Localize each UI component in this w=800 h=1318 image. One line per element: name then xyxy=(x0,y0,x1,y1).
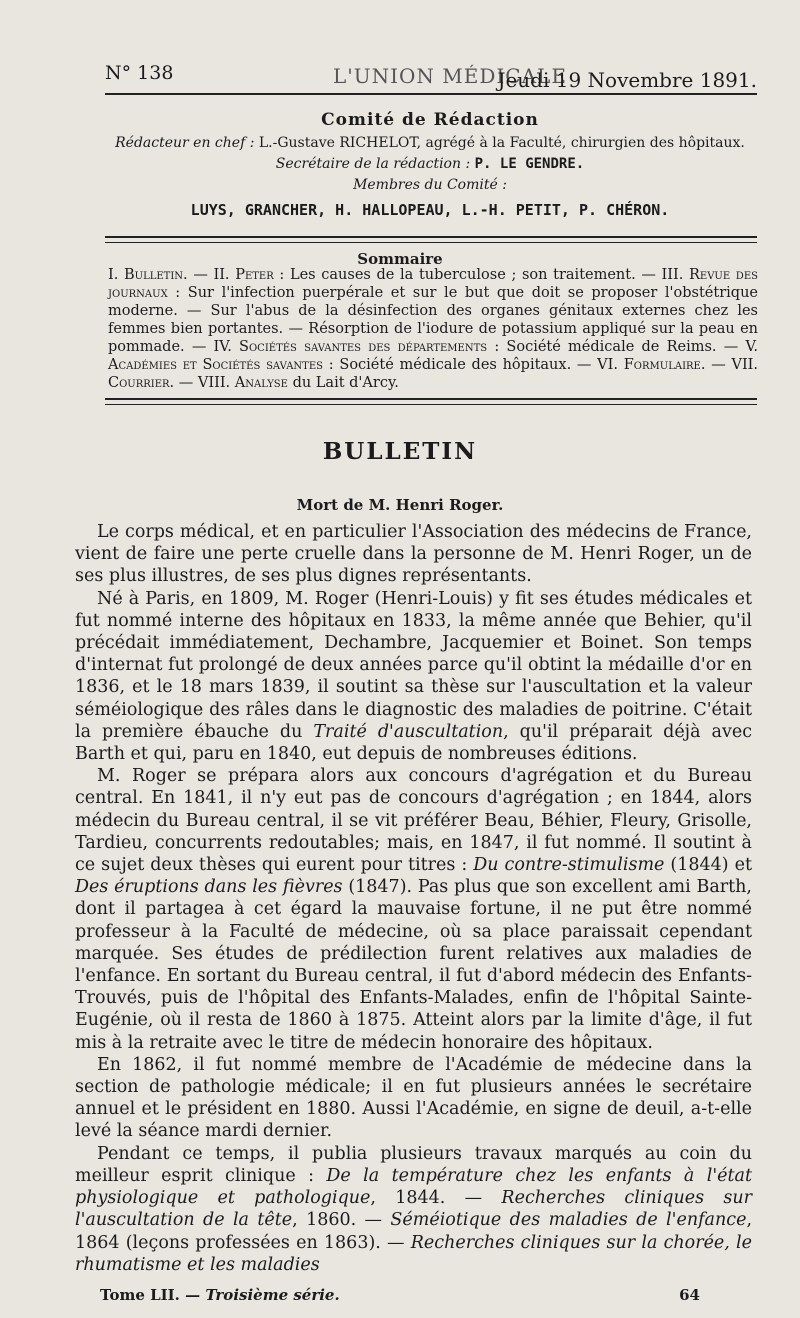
sommaire-part: — II. xyxy=(187,267,236,283)
sommaire-part: du Lait d'Arcy. xyxy=(287,375,399,391)
editor-label: Rédacteur en chef : xyxy=(115,135,255,151)
work-title: Séméiotique des maladies de l'enfance xyxy=(390,1210,747,1231)
volume-info xyxy=(100,1286,340,1304)
text-run: , qu'il préparait déjà avec Barth et qui, paru en 1840, eut depuis de nombreuses éditions. xyxy=(75,721,753,765)
paragraph-4: En 1862, il fut nommé membre de l'Académie de médecine dans la section de pathologie médicale; il en fut plusieurs années le secrétaire annuel et le président en 1880. Aussi l'Académie, en signe de deuil, a-t-elle levé la séance mardi dernier. xyxy=(75,1054,752,1142)
text-run: Né à Paris, en 1809, M. Roger (Henri-Louis) y fit ses études médicales et fut nommé interne des hôpitaux en 1833, la même année que Behier, qu'il précédait immédiatement, Dechambre, Jacquemier et Boinet. Son temps d'internat fut prolongé de deux années parce qu'il obtint la médaille d'or en 1836, et le 18 mars 1839, il soutint sa thèse sur l'auscultation et la valeur séméiologique des râles dans le diagnostic des maladies de poitrine. C'était la première ébauche du xyxy=(75,588,752,742)
secretary-name: P. LE GENDRE. xyxy=(474,156,585,172)
editor-text: L.-Gustave RICHELOT, agrégé à la Faculté, chirurgien des hôpitaux. xyxy=(258,135,745,151)
editor-line xyxy=(100,135,760,151)
committee-members: LUYS, GRANCHER, H. HALLOPEAU, L.-H. PETIT, P. CHÉRON. xyxy=(190,201,670,219)
members-label: Membres du Comité : xyxy=(353,177,507,193)
text-run: M. Roger se prépara alors aux concours d'agrégation et du Bureau central. En 1841, il n'y eut pas de concours d'agrégation ; en 1844, alors médecin du Bureau central, il se vit préférer Beau, Béhier, Fleury, Grisolle, Tardieu, concurrents redoutables; mais, en 1847, il fut nommé. Il soutint à ce sujet deux thèses qui eurent pour titres : xyxy=(75,766,752,876)
sommaire-text xyxy=(108,266,758,392)
series-label: — Troisième série. xyxy=(179,1286,340,1304)
paragraph-1: Le corps médical, et en particulier l'Association des médecins de France, vient de faire une perte cruelle dans la personne de M. Henri Roger, un de ses plus illustres, de ses plus dignes représentants. xyxy=(75,522,752,587)
thesis-title: Du contre-stimulisme xyxy=(473,855,665,876)
sommaire-rule xyxy=(105,398,757,405)
sommaire-section-label: Formulaire. xyxy=(623,357,706,373)
sommaire-part: : Société médicale de Reims. — V. xyxy=(487,339,758,355)
sommaire-part: : Sur l'infection puerpérale et sur le but que doit se proposer l'obstétrique moderne. — Sur l'abus de la désinfection des organes génitaux externes chez les femmes bien portantes. — Résorption de l'iodure de potassium appliqué sur la peau en pommade. — IV. xyxy=(108,285,758,355)
sommaire-section-label: Analyse xyxy=(234,375,288,391)
secretary-label: Secrétaire de la rédaction : xyxy=(275,156,471,172)
text-run: (1847). Pas plus que son excellent ami Barth, dont il partagea à cet égard la mauvaise fortune, il ne put être nommé professeur à la Faculté de médecine, où sa place paraissait cependant marquée. Ses études de prédilection furent relatives aux maladies de l'enfance. En sortant du Bureau central, il fut d'abord médecin des Enfants-Trouvés, puis de l'hôpital des Enfants-Malades, enfin de l'hôpital Sainte-Eugénie, où il resta de 1860 à 1875. Atteint alors par la limite d'âge, il fut mis à la retraite avec le titre de médecin honoraire des hôpitaux. xyxy=(75,877,752,1053)
thesis-title: Des éruptions dans les fièvres xyxy=(75,877,343,898)
committee-rule xyxy=(105,236,757,243)
journal-title: L'UNION MÉDICALE xyxy=(333,64,567,88)
editorial-committee xyxy=(100,110,760,219)
work-title: Recherches cliniques sur l'auscultation de la tête xyxy=(75,1188,752,1231)
sommaire-section-label: Courrier. xyxy=(108,375,175,391)
sommaire-title: Sommaire xyxy=(357,250,443,268)
secretary-line xyxy=(100,156,760,172)
sommaire-section-label: Bulletin. xyxy=(124,267,188,283)
text-run: Pendant ce temps, il publia plusieurs travaux marqués au coin du meilleur esprit clinique : xyxy=(75,1143,752,1186)
sommaire-section-label: Revue des journaux xyxy=(108,267,758,301)
sommaire-part: — VII. xyxy=(705,357,759,373)
text-run: , 1864 (leçons professées en 1863). — xyxy=(75,1210,753,1253)
sommaire-section-label: Sociétés savantes des départements xyxy=(239,339,488,355)
article-body xyxy=(75,521,752,1276)
page-header xyxy=(105,60,757,90)
text-run: (1844) et xyxy=(664,855,752,876)
header-rule xyxy=(105,93,757,95)
paragraph-5 xyxy=(75,1143,752,1276)
sommaire-section-label: Académies et Sociétés savantes xyxy=(108,357,323,373)
page-footer xyxy=(100,1286,700,1310)
page-number: 64 xyxy=(679,1286,700,1304)
work-title: De la température chez les enfants à l'état physiologique et pathologique xyxy=(75,1165,752,1209)
sommaire-part: : Société médicale des hôpitaux. — VI. xyxy=(323,357,624,373)
tome-label: Tome LII. xyxy=(100,1286,180,1304)
sommaire-section-label: Peter xyxy=(235,267,274,283)
committee-title: Comité de Rédaction xyxy=(321,110,539,130)
bulletin-title: BULLETIN xyxy=(322,438,478,465)
article-title: Mort de M. Henri Roger. xyxy=(296,496,504,514)
sommaire-part: — VIII. xyxy=(174,375,235,391)
paragraph-3 xyxy=(75,765,752,1054)
issue-date: Jeudi 19 Novembre 1891. xyxy=(497,68,757,92)
text-run: , 1860. — xyxy=(292,1210,391,1231)
book-title: Traité d'auscultation xyxy=(313,721,504,742)
issue-number: N° 138 xyxy=(105,62,174,84)
sommaire-part: : Les causes de la tuberculose ; son traitement. — III. xyxy=(273,267,689,283)
text-run: , 1844. — xyxy=(370,1188,502,1209)
sommaire-part: I. xyxy=(108,267,124,283)
paragraph-2 xyxy=(75,588,752,766)
members-label-line xyxy=(100,177,760,193)
work-title: Recherches cliniques sur la chorée, le rhumatisme et les maladies xyxy=(75,1232,752,1275)
